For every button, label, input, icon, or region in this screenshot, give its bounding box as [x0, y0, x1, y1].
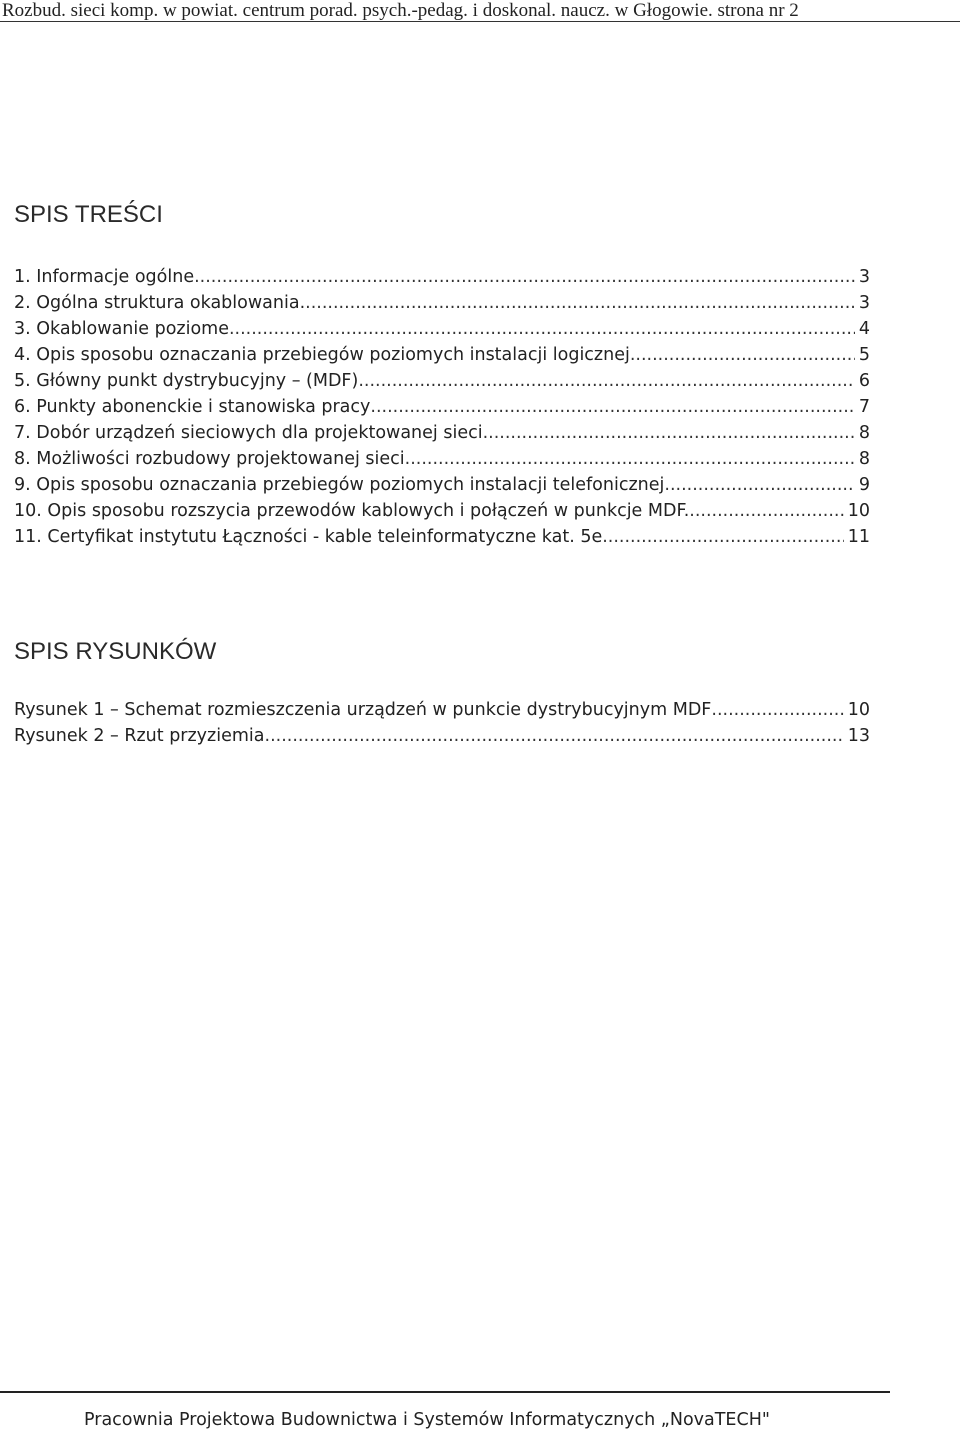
page-footer: Pracownia Projektowa Budownictwa i Systemów Informatycznych „NovaTECH"	[84, 1410, 770, 1430]
dot-leader	[405, 446, 855, 472]
toc-entry[interactable]	[14, 498, 870, 524]
toc-entry-label: 4. Opis sposobu oznaczania przebiegów poziomych instalacji logicznej	[14, 345, 630, 365]
toc-entry-label: 7. Dobór urządzeń sieciowych dla projektowanej sieci	[14, 423, 483, 443]
dot-leader	[265, 723, 844, 749]
toc-entry-page: 8	[858, 423, 870, 443]
page-header-text: Rozbud. sieci komp. w powiat. centrum porad. psych.-pedag. i doskonal. naucz. w Głogowie. strona nr 2	[2, 0, 799, 21]
toc-entry-label: 8. Możliwości rozbudowy projektowanej sieci	[14, 449, 405, 469]
toc-list	[14, 264, 870, 550]
toc-entry-label: 6. Punkty abonenckie i stanowiska pracy	[14, 397, 371, 417]
figure-entry[interactable]	[14, 697, 870, 723]
dot-leader	[630, 342, 855, 368]
toc-entry-label: 2. Ogólna struktura okablowania.	[14, 293, 306, 313]
dot-leader	[664, 472, 854, 498]
toc-entry-label: 3. Okablowanie poziome	[14, 319, 229, 339]
toc-entry[interactable]	[14, 524, 870, 550]
dot-leader	[305, 290, 855, 316]
figure-entry-page: 13	[847, 726, 870, 746]
toc-entry[interactable]	[14, 368, 870, 394]
figures-title: SPIS RYSUNKÓW	[14, 638, 217, 665]
figure-entry-label: Rysunek 1 – Schemat rozmieszczenia urządzeń w punkcie dystrybucyjnym MDF	[14, 700, 712, 720]
toc-entry-page: 5	[858, 345, 870, 365]
toc-entry-page: 6	[858, 371, 870, 391]
figure-entry-page: 10	[847, 700, 870, 720]
toc-entry-page: 4	[858, 319, 870, 339]
dot-leader	[602, 524, 843, 550]
toc-entry-page: 9	[858, 475, 870, 495]
toc-entry[interactable]	[14, 446, 870, 472]
toc-entry[interactable]	[14, 342, 870, 368]
toc-entry[interactable]	[14, 264, 870, 290]
toc-entry-label: 10. Opis sposobu rozszycia przewodów kablowych i połączeń w punkcje MDF.	[14, 501, 690, 521]
dot-leader	[194, 264, 855, 290]
dot-leader	[711, 697, 843, 723]
toc-entry[interactable]	[14, 290, 870, 316]
page-header	[0, 0, 960, 22]
figure-entry-label: Rysunek 2 – Rzut przyziemia	[14, 726, 265, 746]
footer-divider	[0, 1391, 890, 1393]
dot-leader	[483, 420, 855, 446]
toc-entry[interactable]	[14, 420, 870, 446]
toc-entry-page: 11	[847, 527, 870, 547]
dot-leader	[689, 498, 843, 524]
dot-leader	[229, 316, 855, 342]
toc-entry-page: 8	[858, 449, 870, 469]
toc-entry-page: 10	[847, 501, 870, 521]
toc-entry-label: 9. Opis sposobu oznaczania przebiegów poziomych instalacji telefonicznej	[14, 475, 665, 495]
toc-entry[interactable]	[14, 472, 870, 498]
toc-entry-label: 11. Certyfikat instytutu Łączności - kable teleinformatyczne kat. 5e	[14, 527, 603, 547]
toc-entry-label: 5. Główny punkt dystrybucyjny – (MDF)	[14, 371, 359, 391]
toc-entry-label: 1. Informacje ogólne	[14, 267, 195, 287]
dot-leader	[370, 394, 854, 420]
toc-entry-page: 3	[858, 293, 870, 313]
figure-entry[interactable]	[14, 723, 870, 749]
toc-entry-page: 3	[858, 267, 870, 287]
toc-title: SPIS TREŚCI	[14, 201, 163, 228]
dot-leader	[358, 368, 855, 394]
toc-entry-page: 7	[858, 397, 870, 417]
toc-entry[interactable]	[14, 316, 870, 342]
toc-entry[interactable]	[14, 394, 870, 420]
figures-list	[14, 697, 870, 749]
